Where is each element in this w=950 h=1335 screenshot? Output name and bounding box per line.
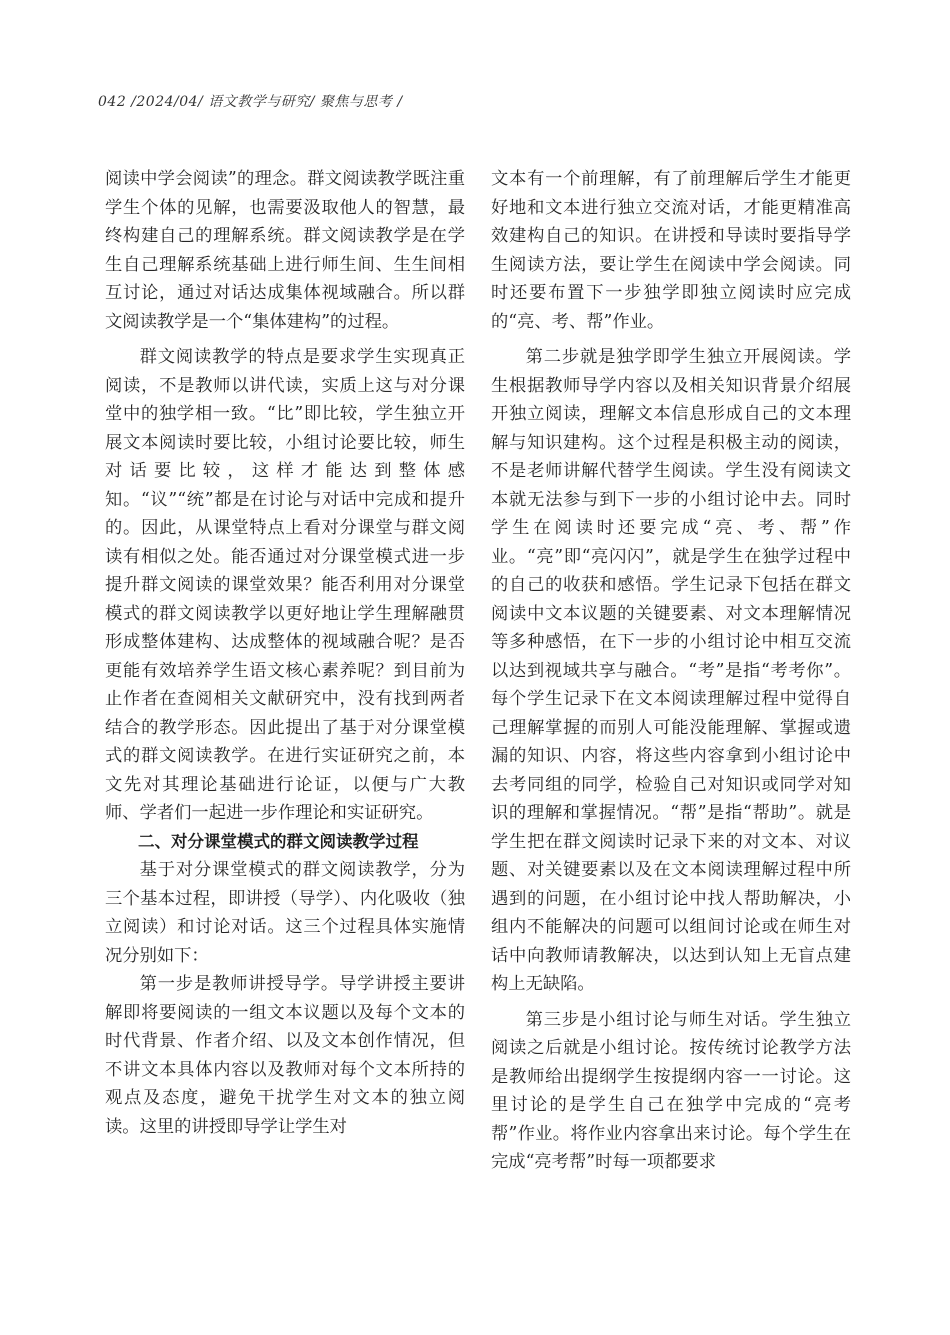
paragraph: 群文阅读教学的特点是要求学生实现真正阅读，不是教师以讲代读，实质上这与对分课堂中的独学相一致。“比”即比较，学生独立开展文本阅读时要比较，小组讨论要比较，师生对话要比较，这样才能达到整体感知。“议”“统”都是在讨论与对话中完成和提升的。因此，从课堂特点上看对分课堂与群文阅读有相似之处。能否通过对分课堂模式进一步提升群文阅读的课堂效果？能否利用对分课堂模式的群文阅读教学以更好地让学生理解融贯形成整体建构、达成整体的视域融合呢？是否更能有效培养学生语文核心素养呢？到目前为止作者在查阅相关文献研究中，没有找到两者结合的教学形态。因此提出了基于对分课堂模式的群文阅读教学。在进行实证研究之前，本文先对其理论基础进行论证，以便与广大教师、学者们一起进一步作理论和实证研究。 [105, 347, 465, 823]
running-header: 042 /2024/04/ 语文教学与研究/ 聚焦与思考 / [98, 94, 403, 110]
paragraph: 阅读中学会阅读”的理念。群文阅读教学既注重学生个体的见解，也需要汲取他人的智慧，最终构建自己的理解系统。群文阅读教学是在学生自己理解系统基础上进行师生间、生生间相互讨论，通过对话达成集体视域融合。所以群文阅读教学是一个“集体建构”的过程。 [105, 169, 465, 332]
paragraph: 文本有一个前理解，有了前理解后学生才能更好地和文本进行独立交流对话，才能更精准高效建构自己的知识。在讲授和导读时要指导学生阅读方法，要让学生在阅读中学会阅读。同时还要布置下一步独学即独立阅读时应完成的“亮、考、帮”作业。 [491, 169, 851, 332]
paragraph: 第三步是小组讨论与师生对话。学生独立阅读之后就是小组讨论。按传统讨论教学方法是教师给出提纲学生按提纲内容一一讨论。这里讨论的是学生自己在独学中完成的“亮考帮”作业。将作业内容拿出来讨论。每个学生在完成“亮考帮”时每一项都要求 [491, 1009, 851, 1172]
right-column [491, 165, 851, 1177]
left-column [105, 165, 465, 1141]
paragraph: 第二步就是独学即学生独立开展阅读。学生根据教师导学内容以及相关知识背景介绍展开独立阅读，理解文本信息形成自己的文本理解与知识建构。这个过程是积极主动的阅读，不是老师讲解代替学生阅读。学生没有阅读文本就无法参与到下一步的小组讨论中去。同时学生在阅读时还要完成“亮、考、帮”作业。“亮”即“亮闪闪”，就是学生在独学过程中的自己的收获和感悟。学生记录下包括在群文阅读中文本议题的关键要素、对文本理解情况等多种感悟，在下一步的小组讨论中相互交流以达到视域共享与融合。“考”是指“考考你”。每个学生记录下在文本阅读理解过程中觉得自己理解掌握的而别人可能没能理解、掌握或遗漏的知识、内容，将这些内容拿到小组讨论中去考同组的同学，检验自己对知识或同学对知识的理解和掌握情况。“帮”是指“帮助”。就是学生把在群文阅读时记录下来的对文本、对议题、对关键要素以及在文本阅读理解过程中所遇到的问题，在小组讨论中找人帮助解决，小组内不能解决的问题可以组间讨论或在师生对话中向教师请教解决，以达到认知上无盲点建构上无缺陷。 [491, 347, 851, 994]
paragraph: 第一步是教师讲授导学。导学讲授主要讲解即将要阅读的一组文本议题以及每个文本的时代背景、作者介绍、以及文本创作情况，但不讲文本具体内容以及教师对每个文本所持的观点及态度，避免干扰学生对文本的独立阅读。这里的讲授即导学让学生对 [105, 974, 465, 1137]
section-heading: 二、对分课堂模式的群文阅读教学过程 [138, 831, 419, 851]
paragraph: 基于对分课堂模式的群文阅读教学，分为三个基本过程，即讲授（导学）、内化吸收（独立阅读）和讨论对话。这三个过程具体实施情况分别如下： [105, 860, 465, 966]
